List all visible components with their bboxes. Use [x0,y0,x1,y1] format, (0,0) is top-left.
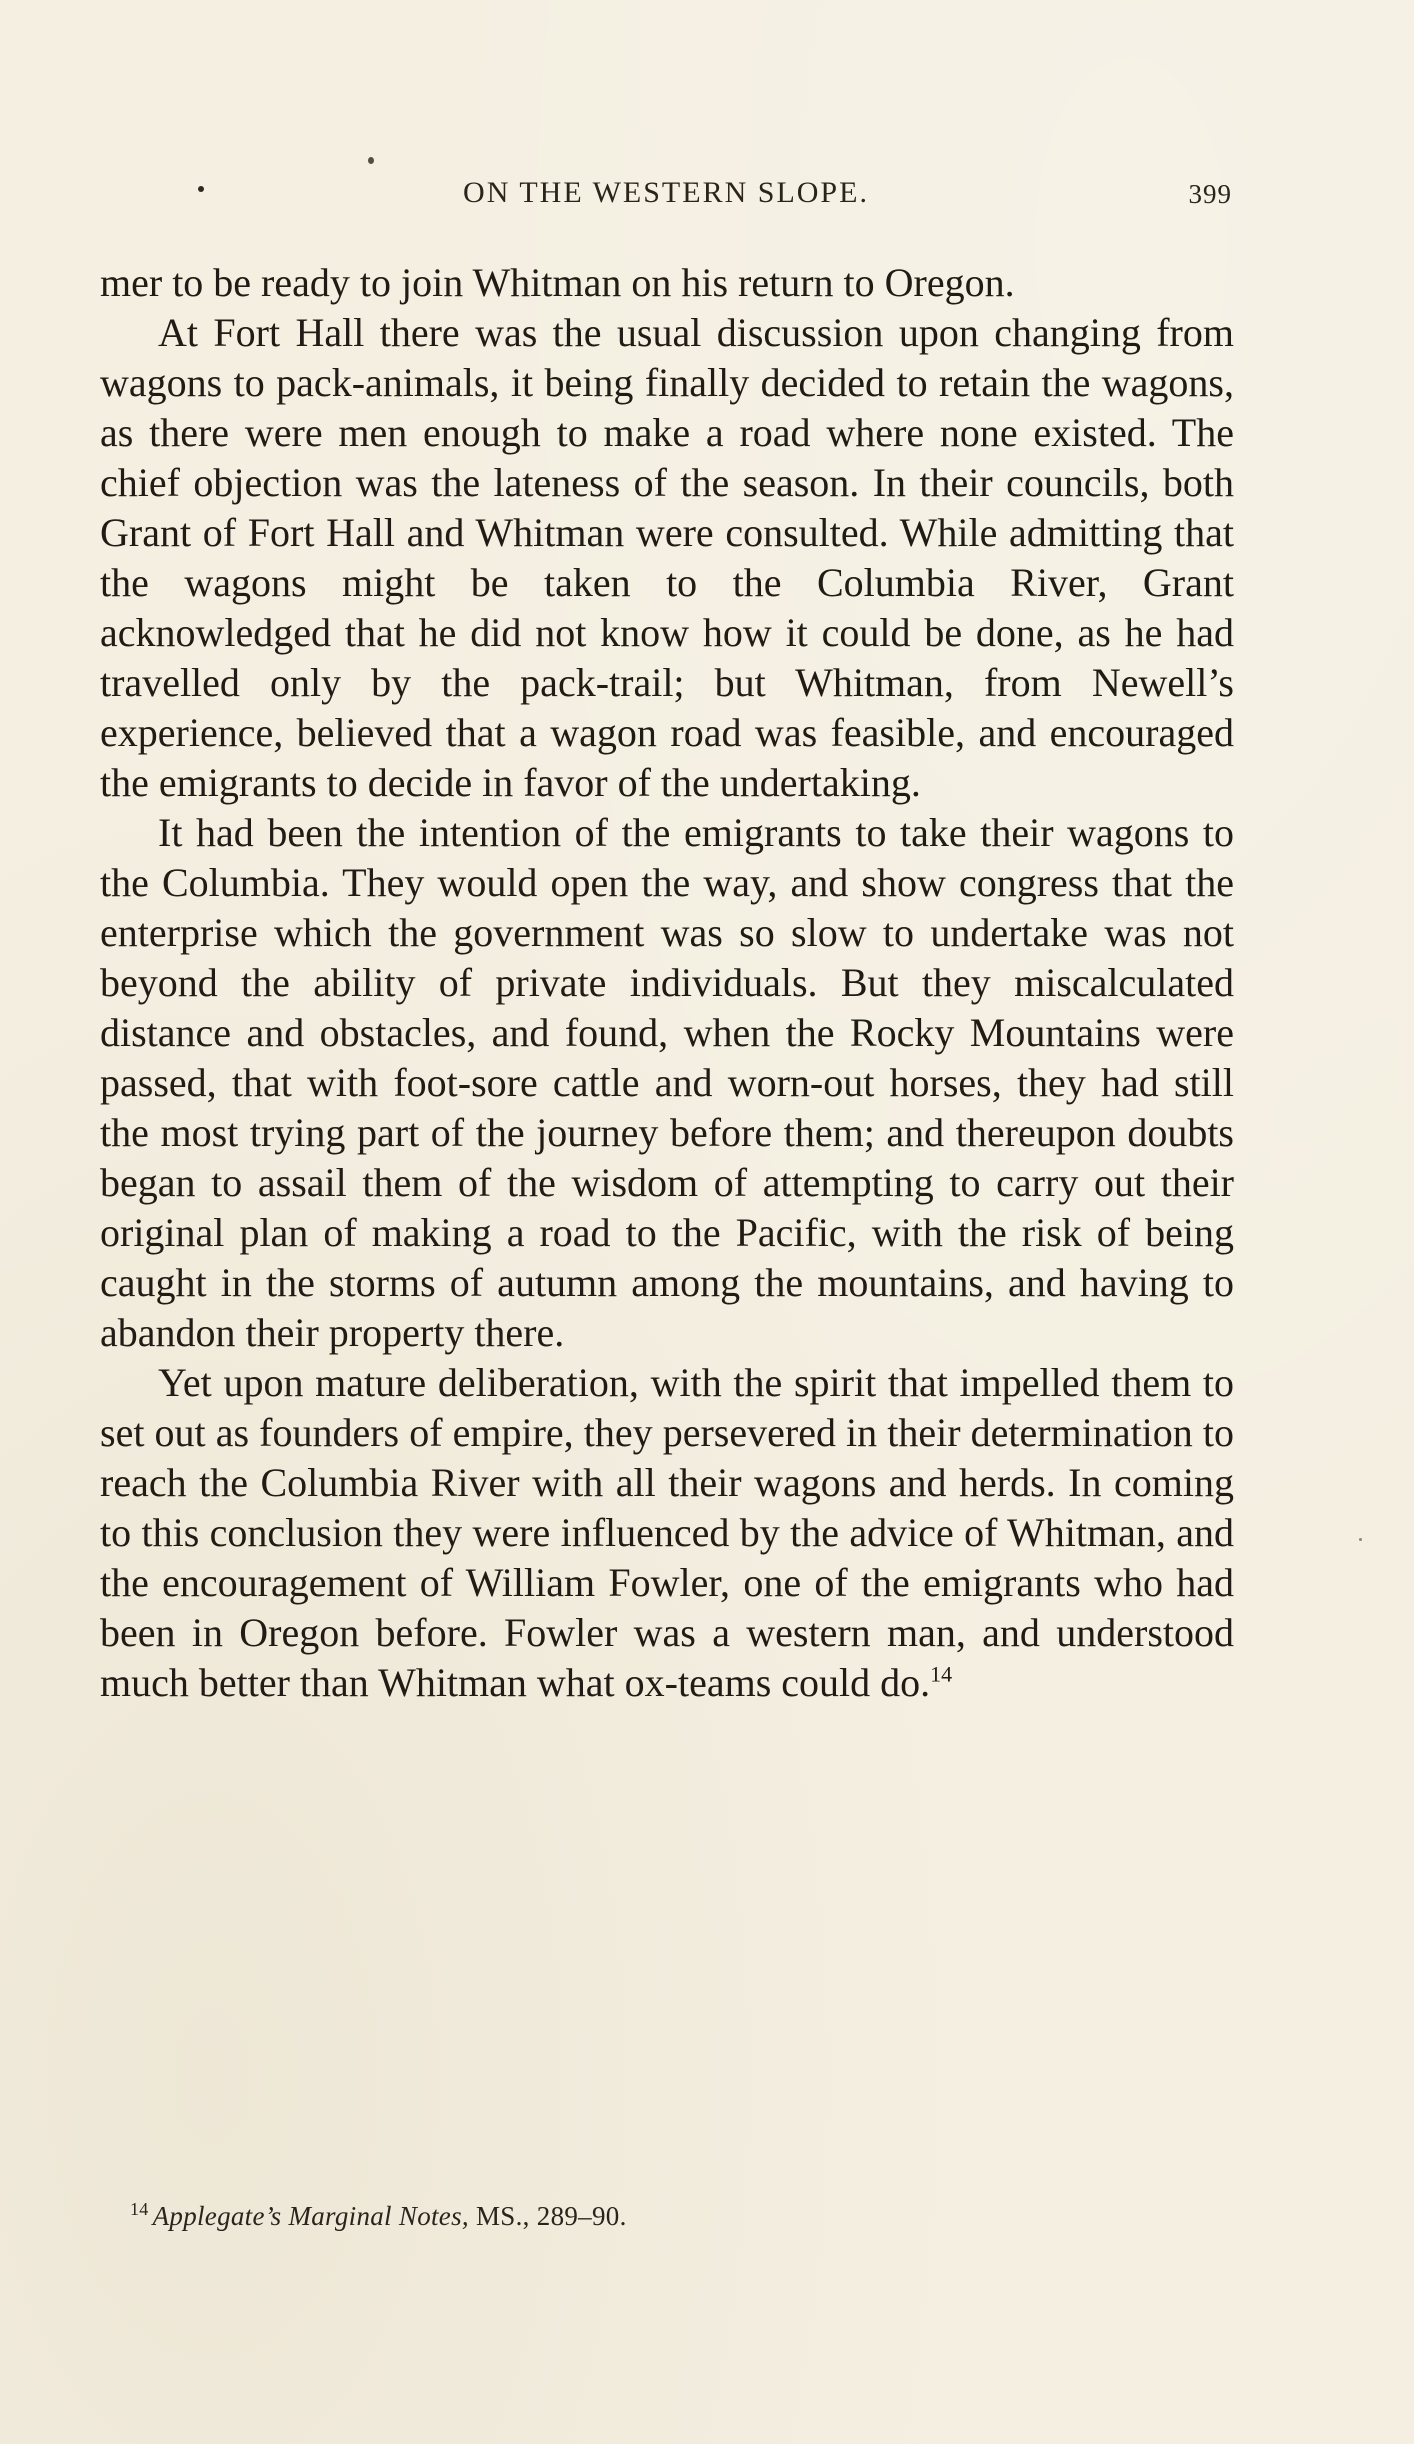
footnote [130,2199,1130,2232]
paragraph: At Fort Hall there was the usual discussion upon changing from wagons to pack-animals, it being finally decided to retain the wagons, as there were men enough to make a road where none existed. The chief objection was the lateness of the season. In their councils, both Grant of Fort Hall and Whitman were consulted. While admitting that the wagons might be taken to the Columbia River, Grant acknowledged that he did not know how it could be done, as he had travelled only by the pack-trail; but Whitman, from Newell’s experience, believed that a wagon road was feasible, and encouraged the emigrants to decide in favor of the undertaking. [100,310,1234,805]
print-speck [368,157,374,164]
paragraph [100,1358,1234,1708]
body-text [100,258,1234,1708]
paragraph: mer to be ready to join Whitman on his return to Oregon. [100,260,1015,305]
page-number: 399 [1188,179,1232,209]
running-head: ON THE WESTERN SLOPE. [463,176,869,209]
paragraph: It had been the intention of the emigrants to take their wagons to the Columbia. They would open the way, and show congress that the enterprise which the government was so slow to undertake was not beyond the ability of private individuals. But they miscalculated distance and obstacles, and found, when the Rocky Mountains were passed, that with foot-sore cattle and worn-out horses, they had still the most trying part of the journey before them; and thereupon doubts began to assail them of the wisdom of attempting to carry out their original plan of making a road to the Pacific, with the risk of being caught in the storms of autumn among the mountains, and having to abandon their property there. [100,810,1234,1355]
footnote-rest: MS., 289–90. [468,2201,627,2231]
footnote-number: 14 [130,2199,149,2219]
footnote-marker: 14 [930,1661,953,1687]
paragraph-text: Yet upon mature deliberation, with the spirit that impelled them to set out as founders of empire, they persevered in their determination to reach the Columbia River with all their wagons and herds. In coming to this conclusion they were influenced by the advice of Whitman, and the encouragement of William Fowler, one of the emigrants who had been in Oregon before. Fowler was a western man, and understood much better than Whitman what ox-teams could do. [100,1360,1234,1705]
print-speck [1359,1538,1362,1541]
footnote-title: Applegate’s Marginal Notes, [152,2201,469,2231]
page-header [100,176,1232,220]
